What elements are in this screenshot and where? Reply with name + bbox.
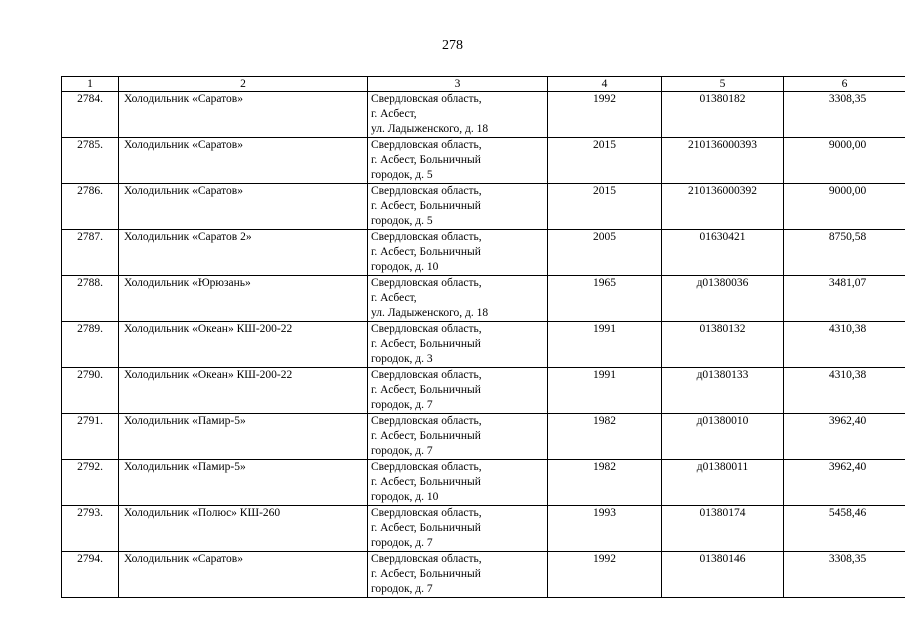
item-cost: 5458,46 <box>784 506 905 552</box>
item-address <box>368 368 548 414</box>
item-address <box>368 92 548 138</box>
address-line: г. Асбест, <box>371 292 417 304</box>
item-name: Холодильник «Саратов» <box>119 92 368 138</box>
row-number: 2785. <box>62 138 119 184</box>
address-line: г. Асбест, Больничный <box>371 568 481 580</box>
item-name: Холодильник «Саратов» <box>119 552 368 598</box>
address-line: городок, д. 5 <box>371 169 433 181</box>
column-header: 5 <box>662 77 784 92</box>
item-name: Холодильник «Саратов» <box>119 184 368 230</box>
item-year: 2005 <box>548 230 662 276</box>
address-line: Свердловская область, <box>371 139 482 151</box>
item-name: Холодильник «Юрюзань» <box>119 276 368 322</box>
row-number: 2787. <box>62 230 119 276</box>
address-line: городок, д. 10 <box>371 261 439 273</box>
item-cost: 3308,35 <box>784 552 905 598</box>
item-cost: 9000,00 <box>784 184 905 230</box>
inventory-number: 01630421 <box>662 230 784 276</box>
row-number: 2784. <box>62 92 119 138</box>
address-line: городок, д. 7 <box>371 445 433 457</box>
item-cost: 3962,40 <box>784 460 905 506</box>
item-address <box>368 460 548 506</box>
address-line: Свердловская область, <box>371 185 482 197</box>
table-row <box>62 184 905 230</box>
item-name: Холодильник «Океан» КШ-200-22 <box>119 322 368 368</box>
address-line: г. Асбест, <box>371 108 417 120</box>
table-row <box>62 276 905 322</box>
row-number: 2793. <box>62 506 119 552</box>
item-year: 1993 <box>548 506 662 552</box>
inventory-number: д01380036 <box>662 276 784 322</box>
item-cost: 4310,38 <box>784 322 905 368</box>
address-line: Свердловская область, <box>371 93 482 105</box>
item-cost: 9000,00 <box>784 138 905 184</box>
inventory-number: 01380132 <box>662 322 784 368</box>
table-row <box>62 138 905 184</box>
column-header: 1 <box>62 77 119 92</box>
item-cost: 3481,07 <box>784 276 905 322</box>
inventory-number: д01380133 <box>662 368 784 414</box>
address-line: Свердловская область, <box>371 553 482 565</box>
table-row <box>62 506 905 552</box>
table-row <box>62 92 905 138</box>
column-header: 4 <box>548 77 662 92</box>
row-number: 2786. <box>62 184 119 230</box>
address-line: городок, д. 7 <box>371 537 433 549</box>
address-line: городок, д. 7 <box>371 399 433 411</box>
item-name: Холодильник «Памир-5» <box>119 414 368 460</box>
address-line: городок, д. 10 <box>371 491 439 503</box>
table-row <box>62 414 905 460</box>
table-row <box>62 322 905 368</box>
item-year: 1992 <box>548 552 662 598</box>
table-row <box>62 552 905 598</box>
table-row <box>62 230 905 276</box>
item-cost: 3308,35 <box>784 92 905 138</box>
table-body <box>62 92 905 598</box>
inventory-number: 210136000392 <box>662 184 784 230</box>
item-cost: 8750,58 <box>784 230 905 276</box>
item-address <box>368 138 548 184</box>
item-address <box>368 230 548 276</box>
item-year: 2015 <box>548 184 662 230</box>
address-line: г. Асбест, Больничный <box>371 476 481 488</box>
item-address <box>368 184 548 230</box>
item-year: 1982 <box>548 460 662 506</box>
address-line: Свердловская область, <box>371 461 482 473</box>
inventory-number: 01380146 <box>662 552 784 598</box>
inventory-number: 210136000393 <box>662 138 784 184</box>
address-line: г. Асбест, Больничный <box>371 522 481 534</box>
row-number: 2790. <box>62 368 119 414</box>
inventory-number: д01380011 <box>662 460 784 506</box>
address-line: городок, д. 5 <box>371 215 433 227</box>
item-name: Холодильник «Памир-5» <box>119 460 368 506</box>
item-cost: 4310,38 <box>784 368 905 414</box>
table-row <box>62 460 905 506</box>
address-line: Свердловская область, <box>371 323 482 335</box>
item-address <box>368 552 548 598</box>
item-name: Холодильник «Океан» КШ-200-22 <box>119 368 368 414</box>
item-year: 1992 <box>548 92 662 138</box>
address-line: ул. Ладыженского, д. 18 <box>371 307 489 319</box>
address-line: Свердловская область, <box>371 277 482 289</box>
row-number: 2788. <box>62 276 119 322</box>
address-line: городок, д. 3 <box>371 353 433 365</box>
inventory-number: 01380182 <box>662 92 784 138</box>
page-number: 278 <box>442 38 463 53</box>
item-year: 1991 <box>548 368 662 414</box>
row-number: 2794. <box>62 552 119 598</box>
address-line: г. Асбест, Больничный <box>371 246 481 258</box>
item-name: Холодильник «Полюс» КШ-260 <box>119 506 368 552</box>
column-header: 6 <box>784 77 905 92</box>
address-line: ул. Ладыженского, д. 18 <box>371 123 489 135</box>
item-name: Холодильник «Саратов» <box>119 138 368 184</box>
table-row <box>62 368 905 414</box>
address-line: г. Асбест, Больничный <box>371 154 481 166</box>
address-line: Свердловская область, <box>371 369 482 381</box>
item-year: 2015 <box>548 138 662 184</box>
column-header: 2 <box>119 77 368 92</box>
row-number: 2789. <box>62 322 119 368</box>
item-address <box>368 414 548 460</box>
inventory-number: д01380010 <box>662 414 784 460</box>
item-year: 1991 <box>548 322 662 368</box>
address-line: г. Асбест, Больничный <box>371 338 481 350</box>
item-address <box>368 322 548 368</box>
address-line: г. Асбест, Больничный <box>371 384 481 396</box>
item-address <box>368 276 548 322</box>
property-table <box>61 76 905 598</box>
item-year: 1965 <box>548 276 662 322</box>
row-number: 2791. <box>62 414 119 460</box>
item-year: 1982 <box>548 414 662 460</box>
row-number: 2792. <box>62 460 119 506</box>
column-header: 3 <box>368 77 548 92</box>
address-line: Свердловская область, <box>371 507 482 519</box>
address-line: Свердловская область, <box>371 415 482 427</box>
address-line: г. Асбест, Больничный <box>371 200 481 212</box>
item-name: Холодильник «Саратов 2» <box>119 230 368 276</box>
item-address <box>368 506 548 552</box>
item-cost: 3962,40 <box>784 414 905 460</box>
address-line: Свердловская область, <box>371 231 482 243</box>
inventory-number: 01380174 <box>662 506 784 552</box>
address-line: городок, д. 7 <box>371 583 433 595</box>
column-number-row <box>62 77 905 92</box>
address-line: г. Асбест, Больничный <box>371 430 481 442</box>
